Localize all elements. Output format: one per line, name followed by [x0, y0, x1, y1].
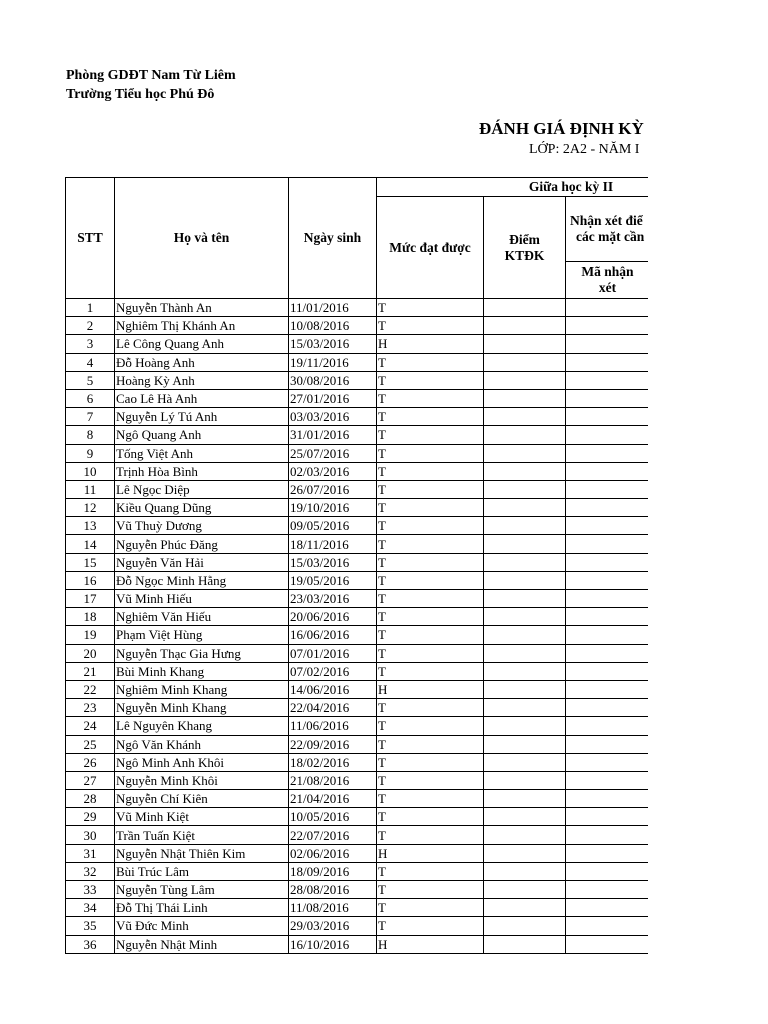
cell-score	[484, 753, 566, 771]
cell-score	[484, 517, 566, 535]
cell-stt: 14	[66, 535, 115, 553]
cell-name: Trần Tuấn Kiệt	[115, 826, 289, 844]
cell-code	[566, 462, 649, 480]
cell-stt: 4	[66, 353, 115, 371]
cell-name: Lê Công Quang Anh	[115, 335, 289, 353]
cell-name: Vũ Đức Minh	[115, 917, 289, 935]
table-row	[66, 499, 649, 517]
table-row	[66, 862, 649, 880]
cell-code	[566, 499, 649, 517]
cell-score	[484, 444, 566, 462]
cell-stt: 16	[66, 571, 115, 589]
cell-score	[484, 790, 566, 808]
cell-dob: 18/11/2016	[289, 535, 377, 553]
table-row	[66, 644, 649, 662]
cell-dob: 23/03/2016	[289, 590, 377, 608]
cell-score	[484, 317, 566, 335]
cell-code	[566, 590, 649, 608]
cell-code	[566, 317, 649, 335]
cell-score	[484, 935, 566, 953]
cell-dob: 31/01/2016	[289, 426, 377, 444]
cell-score	[484, 662, 566, 680]
cell-level: H	[377, 680, 484, 698]
cell-name: Nguyễn Nhật Minh	[115, 935, 289, 953]
cell-dob: 29/03/2016	[289, 917, 377, 935]
cell-stt: 11	[66, 480, 115, 498]
document-subtitle: LỚP: 2A2 - NĂM I	[529, 142, 640, 157]
table-row	[66, 881, 649, 899]
cell-code	[566, 626, 649, 644]
cell-level: T	[377, 408, 484, 426]
header-score	[484, 197, 566, 299]
cell-level: T	[377, 299, 484, 317]
cell-stt: 25	[66, 735, 115, 753]
cell-score	[484, 680, 566, 698]
cell-score	[484, 699, 566, 717]
cell-code	[566, 862, 649, 880]
cell-name: Đỗ Thị Thái Linh	[115, 899, 289, 917]
cell-stt: 27	[66, 771, 115, 789]
cell-name: Bùi Trúc Lâm	[115, 862, 289, 880]
table-row	[66, 535, 649, 553]
table-row	[66, 389, 649, 407]
header-stt: STT	[66, 178, 115, 299]
header-group-midterm: Giữa học kỳ II	[377, 178, 649, 197]
cell-name: Trịnh Hòa Bình	[115, 462, 289, 480]
table-row	[66, 444, 649, 462]
table-row	[66, 608, 649, 626]
header-comment-line2: các mặt cần	[576, 229, 645, 244]
cell-score	[484, 462, 566, 480]
cell-name: Nguyễn Lý Tú Anh	[115, 408, 289, 426]
cell-level: T	[377, 371, 484, 389]
cell-stt: 12	[66, 499, 115, 517]
cell-stt: 32	[66, 862, 115, 880]
cell-code	[566, 717, 649, 735]
cell-code	[566, 644, 649, 662]
cell-stt: 35	[66, 917, 115, 935]
cell-code	[566, 353, 649, 371]
cell-dob: 28/08/2016	[289, 881, 377, 899]
cell-stt: 31	[66, 844, 115, 862]
cell-level: T	[377, 317, 484, 335]
cell-level: T	[377, 735, 484, 753]
cell-stt: 7	[66, 408, 115, 426]
document-title: ĐÁNH GIÁ ĐỊNH KỲ	[479, 119, 644, 138]
cell-dob: 07/02/2016	[289, 662, 377, 680]
cell-code	[566, 935, 649, 953]
cell-level: T	[377, 553, 484, 571]
cell-code	[566, 535, 649, 553]
cell-code	[566, 662, 649, 680]
cell-stt: 22	[66, 680, 115, 698]
cell-code	[566, 844, 649, 862]
table-row	[66, 426, 649, 444]
cell-name: Đỗ Hoàng Anh	[115, 353, 289, 371]
cell-stt: 29	[66, 808, 115, 826]
cell-name: Hoàng Kỳ Anh	[115, 371, 289, 389]
cell-stt: 1	[66, 299, 115, 317]
table-row	[66, 517, 649, 535]
cell-level: T	[377, 535, 484, 553]
cell-level: H	[377, 844, 484, 862]
header-score-line1: Điểm	[509, 231, 540, 247]
cell-dob: 22/07/2016	[289, 826, 377, 844]
title-area	[0, 0, 648, 170]
cell-name: Vũ Minh Hiếu	[115, 590, 289, 608]
cell-level: T	[377, 899, 484, 917]
cell-score	[484, 353, 566, 371]
cell-dob: 14/06/2016	[289, 680, 377, 698]
cell-score	[484, 608, 566, 626]
cell-stt: 9	[66, 444, 115, 462]
school-name: Trường Tiểu học Phú Đô	[66, 87, 215, 102]
cell-level: T	[377, 480, 484, 498]
cell-dob: 03/03/2016	[289, 408, 377, 426]
cell-level: T	[377, 753, 484, 771]
cell-level: T	[377, 790, 484, 808]
cell-code	[566, 426, 649, 444]
cell-level: T	[377, 426, 484, 444]
cell-score	[484, 299, 566, 317]
cell-name: Nguyễn Chí Kiên	[115, 790, 289, 808]
header-comment-line1: Nhận xét điể	[570, 213, 643, 228]
cell-level: T	[377, 826, 484, 844]
cell-dob: 21/04/2016	[289, 790, 377, 808]
cell-dob: 16/06/2016	[289, 626, 377, 644]
cell-dob: 15/03/2016	[289, 553, 377, 571]
cell-name: Nguyễn Thạc Gia Hưng	[115, 644, 289, 662]
cell-code	[566, 826, 649, 844]
cell-level: T	[377, 389, 484, 407]
cell-code	[566, 917, 649, 935]
cell-score	[484, 899, 566, 917]
cell-dob: 20/06/2016	[289, 608, 377, 626]
cell-code	[566, 571, 649, 589]
cell-code	[566, 699, 649, 717]
cell-stt: 21	[66, 662, 115, 680]
cell-level: T	[377, 626, 484, 644]
cell-dob: 27/01/2016	[289, 389, 377, 407]
table-row	[66, 699, 649, 717]
cell-name: Ngô Minh Anh Khôi	[115, 753, 289, 771]
table-row	[66, 935, 649, 953]
cell-level: T	[377, 699, 484, 717]
cell-stt: 17	[66, 590, 115, 608]
header-code-line2: xét	[598, 280, 617, 295]
cell-name: Nguyễn Minh Khôi	[115, 771, 289, 789]
cell-level: T	[377, 462, 484, 480]
table-row	[66, 735, 649, 753]
cell-dob: 18/09/2016	[289, 862, 377, 880]
cell-name: Nghiêm Văn Hiếu	[115, 608, 289, 626]
table-row	[66, 844, 649, 862]
cell-score	[484, 499, 566, 517]
cell-dob: 19/10/2016	[289, 499, 377, 517]
cell-stt: 13	[66, 517, 115, 535]
header-name: Họ và tên	[115, 178, 289, 299]
cell-stt: 15	[66, 553, 115, 571]
cell-level: T	[377, 862, 484, 880]
cell-dob: 19/11/2016	[289, 353, 377, 371]
cell-code	[566, 371, 649, 389]
cell-name: Cao Lê Hà Anh	[115, 389, 289, 407]
cell-dob: 16/10/2016	[289, 935, 377, 953]
cell-dob: 26/07/2016	[289, 480, 377, 498]
table-row	[66, 790, 649, 808]
header-level: Mức đạt được	[377, 197, 484, 299]
cell-score	[484, 335, 566, 353]
cell-level: H	[377, 935, 484, 953]
cell-name: Nguyễn Tùng Lâm	[115, 881, 289, 899]
cell-stt: 23	[66, 699, 115, 717]
cell-dob: 19/05/2016	[289, 571, 377, 589]
cell-level: T	[377, 499, 484, 517]
cell-stt: 18	[66, 608, 115, 626]
cell-name: Vũ Thuỳ Dương	[115, 517, 289, 535]
header-score-line2: KTĐK	[504, 247, 545, 263]
cell-score	[484, 371, 566, 389]
cell-level: T	[377, 571, 484, 589]
cell-dob: 10/08/2016	[289, 317, 377, 335]
cell-level: T	[377, 608, 484, 626]
cell-code	[566, 608, 649, 626]
table-row	[66, 353, 649, 371]
cell-score	[484, 389, 566, 407]
cell-score	[484, 808, 566, 826]
header-code	[566, 262, 649, 299]
cell-dob: 21/08/2016	[289, 771, 377, 789]
cell-score	[484, 826, 566, 844]
cell-level: T	[377, 517, 484, 535]
cell-code	[566, 771, 649, 789]
cell-stt: 34	[66, 899, 115, 917]
cell-level: T	[377, 644, 484, 662]
table-row	[66, 299, 649, 317]
cell-name: Nguyễn Văn Hải	[115, 553, 289, 571]
cell-dob: 11/08/2016	[289, 899, 377, 917]
table-row	[66, 662, 649, 680]
cell-level: T	[377, 881, 484, 899]
cell-stt: 3	[66, 335, 115, 353]
cell-score	[484, 571, 566, 589]
cell-stt: 33	[66, 881, 115, 899]
cell-score	[484, 771, 566, 789]
header-dob: Ngày sinh	[289, 178, 377, 299]
cell-stt: 2	[66, 317, 115, 335]
cell-score	[484, 917, 566, 935]
table-row	[66, 553, 649, 571]
table-row	[66, 590, 649, 608]
table-row	[66, 680, 649, 698]
cell-level: T	[377, 917, 484, 935]
table-row	[66, 826, 649, 844]
cell-dob: 10/05/2016	[289, 808, 377, 826]
cell-name: Nguyễn Thành An	[115, 299, 289, 317]
header-comment	[566, 197, 649, 262]
cell-dob: 02/06/2016	[289, 844, 377, 862]
cell-code	[566, 299, 649, 317]
cell-code	[566, 680, 649, 698]
cell-code	[566, 735, 649, 753]
cell-level: T	[377, 590, 484, 608]
table-row	[66, 480, 649, 498]
cell-code	[566, 480, 649, 498]
cell-dob: 22/09/2016	[289, 735, 377, 753]
header-code-line1: Mã nhận	[581, 264, 634, 279]
cell-code	[566, 553, 649, 571]
cell-code	[566, 517, 649, 535]
cell-stt: 6	[66, 389, 115, 407]
cell-score	[484, 844, 566, 862]
table-row	[66, 335, 649, 353]
table-row	[66, 753, 649, 771]
cell-score	[484, 408, 566, 426]
cell-level: T	[377, 353, 484, 371]
cell-name: Tống Việt Anh	[115, 444, 289, 462]
table-row	[66, 462, 649, 480]
cell-code	[566, 790, 649, 808]
cell-level: T	[377, 662, 484, 680]
cell-code	[566, 899, 649, 917]
cell-level: T	[377, 717, 484, 735]
cell-dob: 11/06/2016	[289, 717, 377, 735]
table-row	[66, 371, 649, 389]
table-row	[66, 571, 649, 589]
cell-level: T	[377, 444, 484, 462]
grades-table-body	[66, 299, 649, 954]
cell-code	[566, 444, 649, 462]
cell-name: Bùi Minh Khang	[115, 662, 289, 680]
cell-code	[566, 408, 649, 426]
cell-stt: 24	[66, 717, 115, 735]
cell-code	[566, 881, 649, 899]
cell-name: Vũ Minh Kiệt	[115, 808, 289, 826]
table-row	[66, 717, 649, 735]
table-row	[66, 917, 649, 935]
department-name: Phòng GDĐT Nam Từ Liêm	[66, 68, 236, 83]
cell-score	[484, 862, 566, 880]
cell-dob: 22/04/2016	[289, 699, 377, 717]
cell-score	[484, 735, 566, 753]
cell-name: Nghiêm Minh Khang	[115, 680, 289, 698]
cell-name: Nguyễn Nhật Thiên Kim	[115, 844, 289, 862]
cell-score	[484, 881, 566, 899]
table-row	[66, 899, 649, 917]
cell-dob: 25/07/2016	[289, 444, 377, 462]
table-row	[66, 771, 649, 789]
cell-level: H	[377, 335, 484, 353]
cell-score	[484, 535, 566, 553]
cell-name: Nghiêm Thị Khánh An	[115, 317, 289, 335]
cell-name: Nguyễn Phúc Đăng	[115, 535, 289, 553]
cell-score	[484, 480, 566, 498]
cell-score	[484, 590, 566, 608]
cell-dob: 15/03/2016	[289, 335, 377, 353]
cell-stt: 28	[66, 790, 115, 808]
cell-level: T	[377, 808, 484, 826]
table-row	[66, 408, 649, 426]
cell-name: Lê Nguyên Khang	[115, 717, 289, 735]
table-row	[66, 808, 649, 826]
cell-name: Phạm Việt Hùng	[115, 626, 289, 644]
cell-dob: 30/08/2016	[289, 371, 377, 389]
cell-level: T	[377, 771, 484, 789]
cell-name: Lê Ngọc Diệp	[115, 480, 289, 498]
cell-stt: 8	[66, 426, 115, 444]
cell-stt: 5	[66, 371, 115, 389]
table-row	[66, 626, 649, 644]
cell-code	[566, 753, 649, 771]
cell-name: Nguyễn Minh Khang	[115, 699, 289, 717]
grades-table	[65, 177, 648, 954]
cell-score	[484, 426, 566, 444]
cell-name: Ngô Quang Anh	[115, 426, 289, 444]
cell-code	[566, 389, 649, 407]
table-row	[66, 317, 649, 335]
cell-code	[566, 808, 649, 826]
cell-dob: 11/01/2016	[289, 299, 377, 317]
cell-score	[484, 553, 566, 571]
cell-stt: 30	[66, 826, 115, 844]
cell-dob: 18/02/2016	[289, 753, 377, 771]
cell-stt: 36	[66, 935, 115, 953]
cell-score	[484, 626, 566, 644]
cell-code	[566, 335, 649, 353]
cell-dob: 07/01/2016	[289, 644, 377, 662]
cell-score	[484, 644, 566, 662]
cell-name: Đỗ Ngọc Minh Hằng	[115, 571, 289, 589]
cell-stt: 10	[66, 462, 115, 480]
grades-table-container	[65, 177, 648, 958]
cell-dob: 09/05/2016	[289, 517, 377, 535]
cell-stt: 26	[66, 753, 115, 771]
cell-dob: 02/03/2016	[289, 462, 377, 480]
cell-name: Kiều Quang Dũng	[115, 499, 289, 517]
cell-score	[484, 717, 566, 735]
cell-name: Ngô Văn Khánh	[115, 735, 289, 753]
cell-stt: 20	[66, 644, 115, 662]
cell-stt: 19	[66, 626, 115, 644]
